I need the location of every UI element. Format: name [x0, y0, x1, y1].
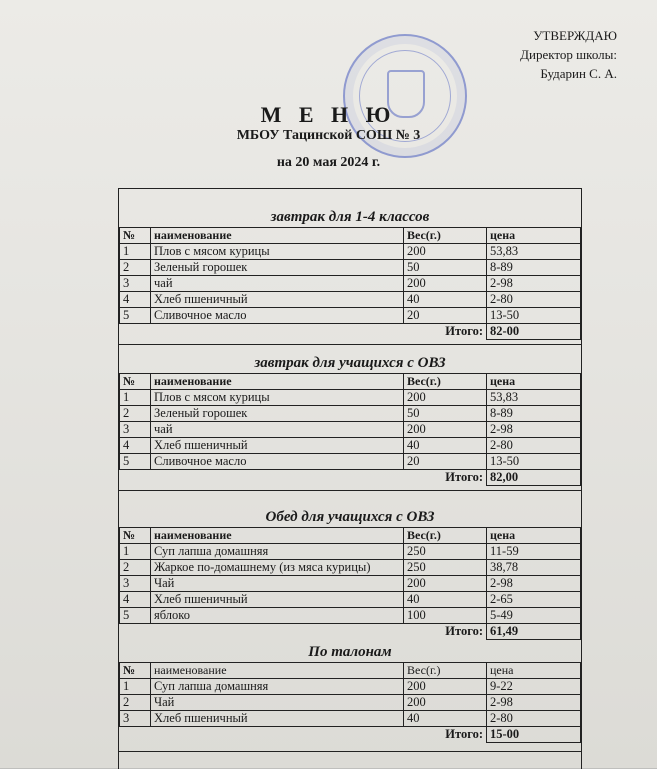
approval-block [437, 26, 617, 83]
cell-num: 1 [120, 544, 151, 560]
col-weight: Вес(г.) [404, 528, 487, 544]
section-divider [119, 490, 581, 491]
cell-weight: 40 [404, 592, 487, 608]
menu-table [119, 527, 581, 640]
section-title: завтрак для учащихся с ОВЗ [254, 355, 446, 371]
cell-name: Зеленый горошек [151, 260, 404, 276]
cell-price: 2-98 [487, 695, 581, 711]
table-row [120, 308, 581, 324]
table-header-row [120, 528, 581, 544]
menu-table [119, 662, 581, 743]
cell-price: 53,83 [487, 244, 581, 260]
school-name: МБОУ Тацинской СОШ № 3 [236, 128, 421, 143]
table-row [120, 260, 581, 276]
cell-name: Хлеб пшеничный [151, 711, 404, 727]
cell-weight: 200 [404, 390, 487, 406]
section-breakfast-1-4 [119, 207, 581, 340]
table-row [120, 390, 581, 406]
director-name: Бударин С. А. [540, 66, 617, 81]
cell-num: 2 [120, 560, 151, 576]
total-value: 61,49 [487, 624, 581, 640]
cell-num: 4 [120, 292, 151, 308]
total-row [120, 470, 581, 486]
col-name: наименование [151, 528, 404, 544]
cell-price: 5-49 [487, 608, 581, 624]
cell-name: Хлеб пшеничный [151, 292, 404, 308]
section-title: завтрак для 1-4 классов [270, 209, 430, 225]
cell-price: 2-98 [487, 422, 581, 438]
total-value: 82-00 [487, 324, 581, 340]
menu-title: М Е Н Ю [260, 102, 397, 127]
total-value: 15-00 [487, 727, 581, 743]
cell-price: 53,83 [487, 390, 581, 406]
cell-price: 13-50 [487, 308, 581, 324]
cell-weight: 250 [404, 560, 487, 576]
cell-name: Суп лапша домашняя [151, 544, 404, 560]
cell-num: 2 [120, 260, 151, 276]
section-title: Обед для учащихся с ОВЗ [265, 509, 435, 525]
col-price: цена [487, 663, 581, 679]
cell-weight: 200 [404, 576, 487, 592]
col-num: № [120, 374, 151, 390]
cell-weight: 40 [404, 711, 487, 727]
cell-name: Плов с мясом курицы [151, 244, 404, 260]
col-num: № [120, 528, 151, 544]
menu-frame [118, 188, 582, 769]
cell-name: Сливочное масло [151, 308, 404, 324]
col-price: цена [487, 374, 581, 390]
cell-name: Хлеб пшеничный [151, 438, 404, 454]
cell-num: 4 [120, 438, 151, 454]
table-row [120, 679, 581, 695]
cell-weight: 200 [404, 244, 487, 260]
cell-name: Чай [151, 576, 404, 592]
col-name: наименование [151, 228, 404, 244]
cell-num: 1 [120, 679, 151, 695]
cell-weight: 40 [404, 292, 487, 308]
cell-name: яблоко [151, 608, 404, 624]
cell-weight: 100 [404, 608, 487, 624]
table-header-row [120, 228, 581, 244]
cell-price: 2-80 [487, 438, 581, 454]
table-row [120, 711, 581, 727]
col-num: № [120, 228, 151, 244]
cell-price: 13-50 [487, 454, 581, 470]
cell-weight: 50 [404, 406, 487, 422]
cell-weight: 40 [404, 438, 487, 454]
table-header-row [120, 374, 581, 390]
col-price: цена [487, 228, 581, 244]
cell-num: 3 [120, 276, 151, 292]
cell-price: 2-98 [487, 276, 581, 292]
cell-num: 1 [120, 390, 151, 406]
col-weight: Вес(г.) [404, 663, 487, 679]
cell-name: Чай [151, 695, 404, 711]
cell-weight: 20 [404, 454, 487, 470]
approve-text: УТВЕРЖДАЮ [533, 28, 617, 43]
total-label: Итого: [445, 324, 483, 339]
col-weight: Вес(г.) [404, 374, 487, 390]
cell-name: чай [151, 276, 404, 292]
cell-name: Жаркое по-домашнему (из мяса курицы) [151, 560, 404, 576]
cell-price: 2-80 [487, 711, 581, 727]
table-row [120, 422, 581, 438]
cell-weight: 250 [404, 544, 487, 560]
total-label: Итого: [445, 624, 483, 639]
cell-price: 2-65 [487, 592, 581, 608]
cell-num: 1 [120, 244, 151, 260]
cell-num: 3 [120, 422, 151, 438]
table-row [120, 454, 581, 470]
cell-weight: 50 [404, 260, 487, 276]
cell-num: 5 [120, 608, 151, 624]
cell-price: 8-89 [487, 406, 581, 422]
cell-name: Сливочное масло [151, 454, 404, 470]
total-value: 82,00 [487, 470, 581, 486]
cell-num: 5 [120, 308, 151, 324]
table-row [120, 608, 581, 624]
table-row [120, 244, 581, 260]
cell-price: 11-59 [487, 544, 581, 560]
total-label: Итого: [445, 470, 483, 485]
section-breakfast-ovz [119, 353, 581, 486]
cell-num: 4 [120, 592, 151, 608]
section-lunch-ovz [119, 507, 581, 640]
total-label: Итого: [445, 727, 483, 742]
section-divider [119, 344, 581, 345]
menu-table [119, 227, 581, 340]
table-row [120, 544, 581, 560]
cell-weight: 200 [404, 276, 487, 292]
cell-weight: 200 [404, 422, 487, 438]
col-name: наименование [151, 663, 404, 679]
cell-name: Плов с мясом курицы [151, 390, 404, 406]
table-row [120, 276, 581, 292]
table-row [120, 406, 581, 422]
total-row [120, 727, 581, 743]
cell-price: 38,78 [487, 560, 581, 576]
table-row [120, 695, 581, 711]
cell-name: Зеленый горошек [151, 406, 404, 422]
cell-price: 9-22 [487, 679, 581, 695]
col-price: цена [487, 528, 581, 544]
col-name: наименование [151, 374, 404, 390]
cell-weight: 200 [404, 695, 487, 711]
cell-num: 2 [120, 695, 151, 711]
cell-num: 3 [120, 711, 151, 727]
table-row [120, 292, 581, 308]
director-position: Директор школы: [520, 47, 617, 62]
cell-num: 2 [120, 406, 151, 422]
cell-price: 8-89 [487, 260, 581, 276]
col-num: № [120, 663, 151, 679]
table-row [120, 438, 581, 454]
table-row [120, 560, 581, 576]
table-row [120, 576, 581, 592]
cell-name: Суп лапша домашняя [151, 679, 404, 695]
menu-date: на 20 мая 2024 г. [276, 155, 381, 170]
cell-weight: 20 [404, 308, 487, 324]
table-row [120, 592, 581, 608]
menu-table [119, 373, 581, 486]
cell-weight: 200 [404, 679, 487, 695]
cell-price: 2-98 [487, 576, 581, 592]
cell-name: чай [151, 422, 404, 438]
total-row [120, 324, 581, 340]
section-divider [119, 751, 581, 752]
total-row [120, 624, 581, 640]
cell-num: 3 [120, 576, 151, 592]
table-header-row [120, 663, 581, 679]
cell-price: 2-80 [487, 292, 581, 308]
cell-name: Хлеб пшеничный [151, 592, 404, 608]
cell-num: 5 [120, 454, 151, 470]
section-coupons [119, 642, 581, 743]
section-title: По талонам [308, 644, 392, 660]
col-weight: Вес(г.) [404, 228, 487, 244]
